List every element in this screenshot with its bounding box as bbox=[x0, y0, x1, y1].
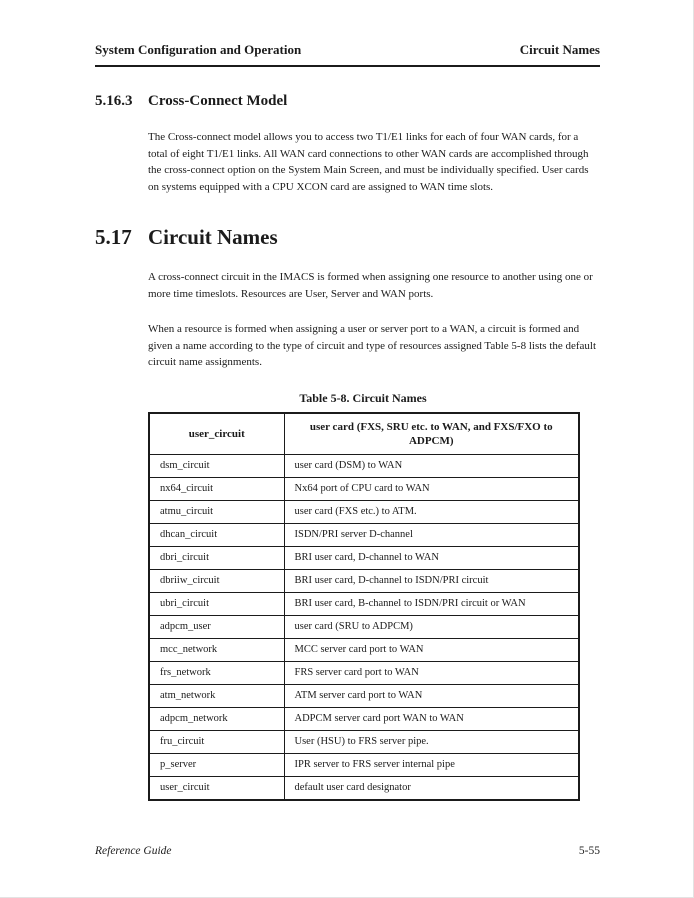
page-content bbox=[95, 88, 600, 801]
table-cell: fru_circuit bbox=[149, 730, 284, 753]
table-cell: dsm_circuit bbox=[149, 454, 284, 477]
table-header-row bbox=[149, 413, 579, 455]
table-cell: ADPCM server card port WAN to WAN bbox=[284, 707, 579, 730]
running-header-right: Circuit Names bbox=[519, 42, 600, 57]
table-cell: FRS server card port to WAN bbox=[284, 661, 579, 684]
table-cell: nx64_circuit bbox=[149, 477, 284, 500]
page-footer bbox=[95, 845, 600, 857]
table-cell: MCC server card port to WAN bbox=[284, 638, 579, 661]
section-heading-cross-connect-model bbox=[95, 93, 600, 110]
table-cell: IPR server to FRS server internal pipe bbox=[284, 753, 579, 776]
table-cell: user card (FXS etc.) to ATM. bbox=[284, 500, 579, 523]
footer-document-title: Reference Guide bbox=[95, 845, 172, 857]
table-cell: User (HSU) to FRS server pipe. bbox=[284, 730, 579, 753]
table-cell: ATM server card port to WAN bbox=[284, 684, 579, 707]
table-cell: user card (DSM) to WAN bbox=[284, 454, 579, 477]
column-header: user card (FXS, SRU etc. to WAN, and FXS/FXO to ADPCM) bbox=[284, 413, 579, 455]
table-cell: BRI user card, D-channel to WAN bbox=[284, 546, 579, 569]
table-row bbox=[149, 730, 579, 753]
section-title: Circuit Names bbox=[148, 225, 278, 249]
table-cell: dhcan_circuit bbox=[149, 523, 284, 546]
table-row bbox=[149, 592, 579, 615]
table-cell: default user card designator bbox=[284, 776, 579, 800]
table-row bbox=[149, 500, 579, 523]
table-row bbox=[149, 684, 579, 707]
table-row bbox=[149, 638, 579, 661]
table-cell: atmu_circuit bbox=[149, 500, 284, 523]
table-row bbox=[149, 776, 579, 800]
footer-page-number: 5-55 bbox=[578, 845, 600, 857]
table-cell: frs_network bbox=[149, 661, 284, 684]
section-number: 5.16.3 bbox=[95, 93, 133, 109]
table-cell: dbriiw_circuit bbox=[149, 569, 284, 592]
running-header-left: System Configuration and Operation bbox=[95, 42, 302, 57]
table-row bbox=[149, 477, 579, 500]
running-header bbox=[95, 42, 600, 67]
table-cell: Nx64 port of CPU card to WAN bbox=[284, 477, 579, 500]
circuit-names-table-section bbox=[148, 391, 578, 801]
table-row bbox=[149, 615, 579, 638]
table-cell: BRI user card, D-channel to ISDN/PRI circuit bbox=[284, 569, 579, 592]
table-cell: ISDN/PRI server D-channel bbox=[284, 523, 579, 546]
table-cell: user card (SRU to ADPCM) bbox=[284, 615, 579, 638]
table-cell: adpcm_user bbox=[149, 615, 284, 638]
circuit-names-table bbox=[148, 412, 580, 801]
table-row bbox=[149, 454, 579, 477]
table-row bbox=[149, 707, 579, 730]
table-cell: mcc_network bbox=[149, 638, 284, 661]
table-caption: Table 5-8. Circuit Names bbox=[299, 390, 427, 405]
table-cell: user_circuit bbox=[149, 776, 284, 800]
table-row bbox=[149, 546, 579, 569]
table-row bbox=[149, 523, 579, 546]
section-heading-circuit-names bbox=[95, 225, 600, 250]
table-row bbox=[149, 569, 579, 592]
table-cell: p_server bbox=[149, 753, 284, 776]
column-header: user_circuit bbox=[149, 413, 284, 455]
paragraph: When a resource is formed when assigning a user or server port to a WAN, a circuit is formed and given a name according to the type of circuit and type of resources assigned Table 5-8 lists the default circuit name assignments. bbox=[148, 323, 597, 368]
table-cell: BRI user card, B-channel to ISDN/PRI circuit or WAN bbox=[284, 592, 579, 615]
section-title: Cross-Connect Model bbox=[148, 93, 288, 109]
table-cell: adpcm_network bbox=[149, 707, 284, 730]
paragraph: The Cross-connect model allows you to access two T1/E1 links for each of four WAN cards, for a total of eight T1/E1 links. All WAN card connections to other WAN cards are accomplished through the cross-connect option on the System Main Screen, and must be individually specified. User cards on systems equipped with a CPU XCON card are assigned to WAN time slots. bbox=[148, 131, 589, 193]
table-body bbox=[149, 454, 579, 800]
table-cell: atm_network bbox=[149, 684, 284, 707]
section-number: 5.17 bbox=[95, 225, 132, 249]
paragraph: A cross-connect circuit in the IMACS is formed when assigning one resource to another using one or more time timeslots. Resources are User, Server and WAN ports. bbox=[148, 271, 593, 300]
table-cell: dbri_circuit bbox=[149, 546, 284, 569]
table-row bbox=[149, 753, 579, 776]
table-row bbox=[149, 661, 579, 684]
table-cell: ubri_circuit bbox=[149, 592, 284, 615]
